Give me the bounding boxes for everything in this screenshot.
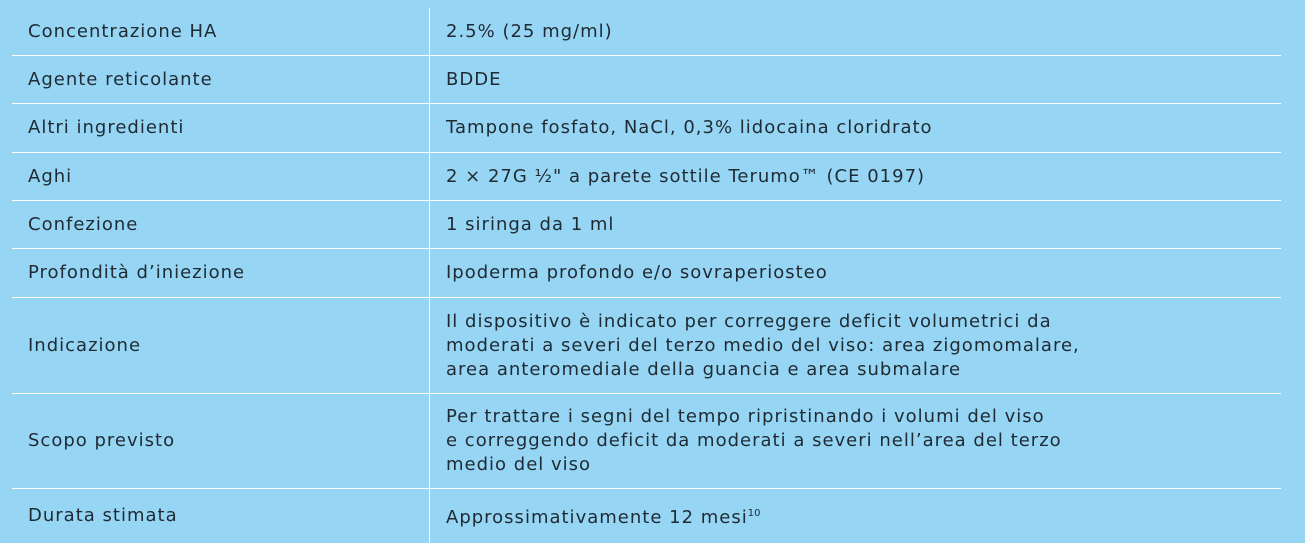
row-value-text: Approssimativamente 12 mesi xyxy=(446,507,748,528)
table-row xyxy=(12,394,1281,489)
table-row xyxy=(12,153,1281,201)
row-value: Ipoderma profondo e/o sovraperiosteo xyxy=(446,262,828,283)
table-row xyxy=(12,56,1281,104)
row-label: Altri ingredienti xyxy=(28,117,185,138)
table-row xyxy=(12,201,1281,249)
row-label: Scopo previsto xyxy=(28,430,176,451)
row-label: Profondità d’iniezione xyxy=(28,262,246,283)
row-value: Per trattare i segni del tempo ripristinando i volumi del viso e correggendo deficit da moderati a severi nell’area del terzo medio del viso xyxy=(446,406,1062,475)
table-row xyxy=(12,104,1281,153)
row-label: Aghi xyxy=(28,165,73,187)
row-label: Concentrazione HA xyxy=(28,20,218,42)
table-row xyxy=(12,249,1281,298)
footnote-reference: 10 xyxy=(747,508,761,519)
table-row xyxy=(12,489,1281,543)
row-label: Indicazione xyxy=(28,334,142,356)
row-label: Confezione xyxy=(28,213,139,235)
row-label: Agente reticolante xyxy=(28,68,213,90)
row-value: Il dispositivo è indicato per correggere deficit volumetrici da moderati a severi del terzo medio del viso: area zigomomalare, area anteromediale della guancia e area submalare xyxy=(446,310,1080,380)
table-row xyxy=(12,8,1281,56)
row-value: 1 siringa da 1 ml xyxy=(446,213,615,235)
row-value xyxy=(429,502,760,530)
row-value: Tampone fosfato, NaCl, 0,3% lidocaina cloridrato xyxy=(446,117,933,138)
row-label: Durata stimata xyxy=(28,505,178,526)
table-row xyxy=(12,298,1281,394)
row-value: 2.5% (25 mg/ml) xyxy=(446,20,613,42)
row-value: BDDE xyxy=(446,68,502,90)
row-value: 2 × 27G ½" a parete sottile Terumo™ (CE 0197) xyxy=(446,165,926,187)
